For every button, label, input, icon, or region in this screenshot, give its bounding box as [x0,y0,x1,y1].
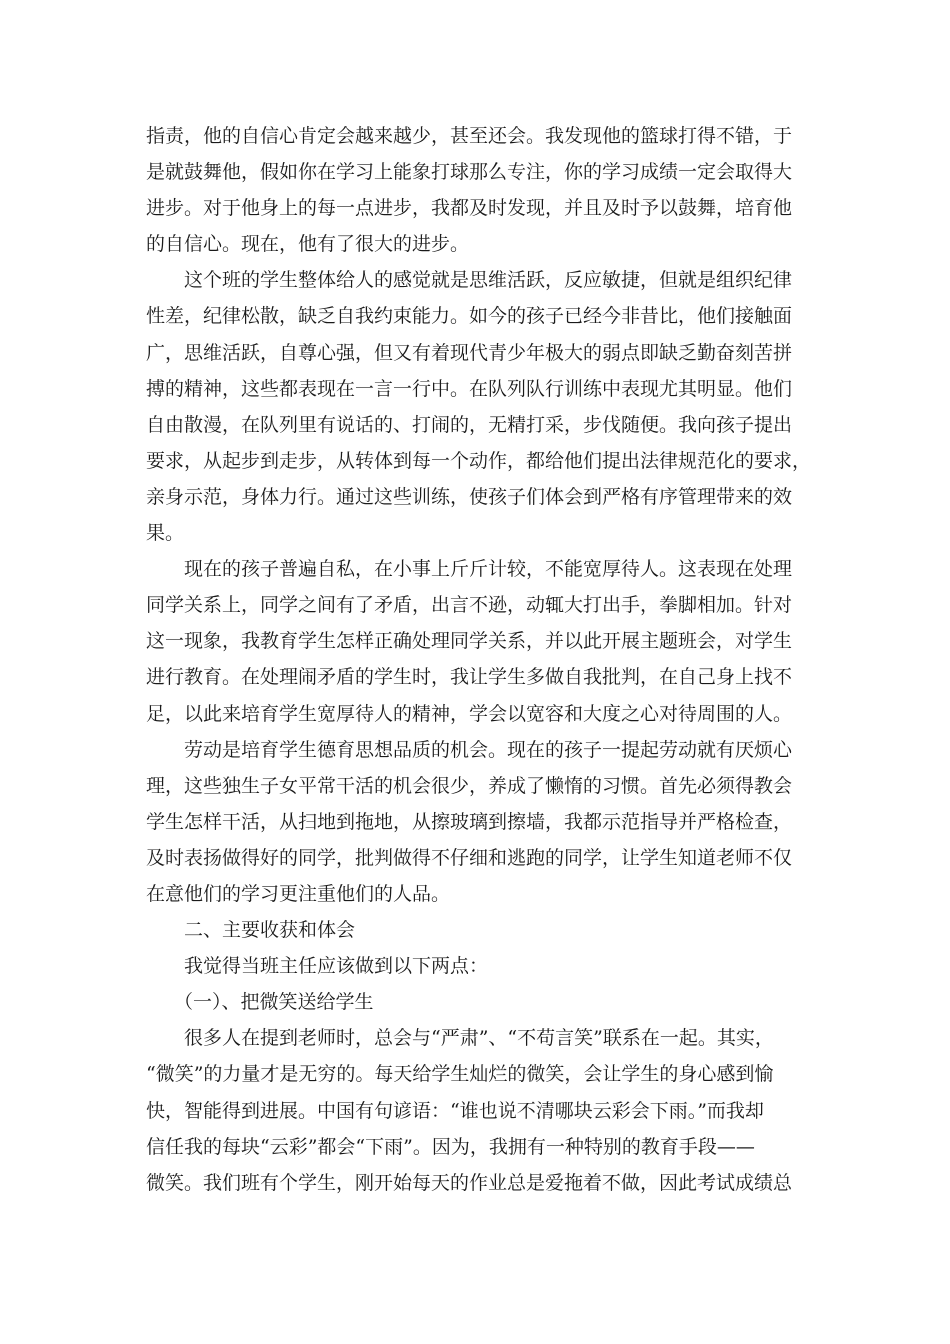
text-line: 及时表扬做得好的同学，批判做得不仔细和逃跑的同学，让学生知道老师不仅 [146,846,793,869]
body-text [146,118,812,1201]
text-line: 足，以此来培育学生宽厚待人的精神，学会以宽容和大度之心对待周围的人。 [146,702,793,725]
text-line: 要求，从起步到走步，从转体到每一个动作，都给他们提出法律规范化的要求， [146,449,812,472]
text-line: 微笑。我们班有个学生，刚开始每天的作业总是爱拖着不做，因此考试成绩总 [146,1171,793,1194]
text-line: 进步。对于他身上的每一点进步，我都及时发现，并且及时予以鼓舞，培育他 [146,197,793,220]
section-heading: 二、主要收获和体会 [184,919,356,942]
text-line: 在意他们的学习更注重他们的人品。 [146,882,451,905]
text-line: 同学关系上，同学之间有了矛盾，出言不逊，动辄大打出手，拳脚相加。针对 [146,594,793,617]
text-line: 性差，纪律松散，缺乏自我约束能力。如今的孩子已经今非昔比，他们接触面 [146,305,793,328]
text-line: “微笑”的力量才是无穷的。每天给学生灿烂的微笑，会让学生的身心感到愉 [146,1063,774,1086]
paragraph-first-line: 这个班的学生整体给人的感觉就是思维活跃，反应敏捷，但就是组织纪律 [184,269,793,292]
subsection-heading: （一）、把微笑送给学生 [174,991,374,1014]
text-line: 广，思维活跃，自尊心强，但又有着现代青少年极大的弱点即缺乏勤奋刻苦拼 [146,341,793,364]
text-line: 这一现象，我教育学生怎样正确处理同学关系，并以此开展主题班会，对学生 [146,630,793,653]
text-line: 理，这些独生子女平常干活的机会很少，养成了懒惰的习惯。首先必须得教会 [146,774,793,797]
text-line: 学生怎样干活，从扫地到拖地，从擦玻璃到擦墙，我都示范指导并严格检查， [146,810,793,833]
paragraph-first-line: 现在的孩子普遍自私，在小事上斤斤计较，不能宽厚待人。这表现在处理 [184,558,793,581]
text-line: 指责，他的自信心肯定会越来越少，甚至还会。我发现他的篮球打得不错，于 [146,125,793,147]
paragraph-first-line: 劳动是培育学生德育思想品质的机会。现在的孩子一提起劳动就有厌烦心 [184,738,793,761]
text-line: 搏的精神，这些都表现在一言一行中。在队列队行训练中表现尤其明显。他们 [146,377,793,400]
paragraph-first-line: 很多人在提到老师时，总会与“严肃”、“不苟言笑”联系在一起。其实， [184,1027,774,1050]
text-line: 信任我的每块“云彩”都会“下雨”。因为，我拥有一种特别的教育手段—— [146,1135,755,1158]
paragraph-first-line: 我觉得当班主任应该做到以下两点： [184,955,489,978]
text-line: 果。 [146,522,185,545]
text-line: 快，智能得到进展。中国有句谚语：“谁也说不清哪块云彩会下雨。”而我却 [146,1099,764,1122]
text-line: 的自信心。现在，他有了很大的进步。 [146,233,470,256]
text-line: 亲身示范，身体力行。通过这些训练，使孩子们体会到严格有序管理带来的效 [146,485,793,508]
text-line: 是就鼓舞他，假如你在学习上能象打球那么专注，你的学习成绩一定会取得大 [146,161,793,184]
text-line: 进行教育。在处理闹矛盾的学生时，我让学生多做自我批判，在自己身上找不 [146,666,793,689]
text-line: 自由散漫，在队列里有说话的、打闹的，无精打采，步伐随便。我向孩子提出 [146,413,793,436]
